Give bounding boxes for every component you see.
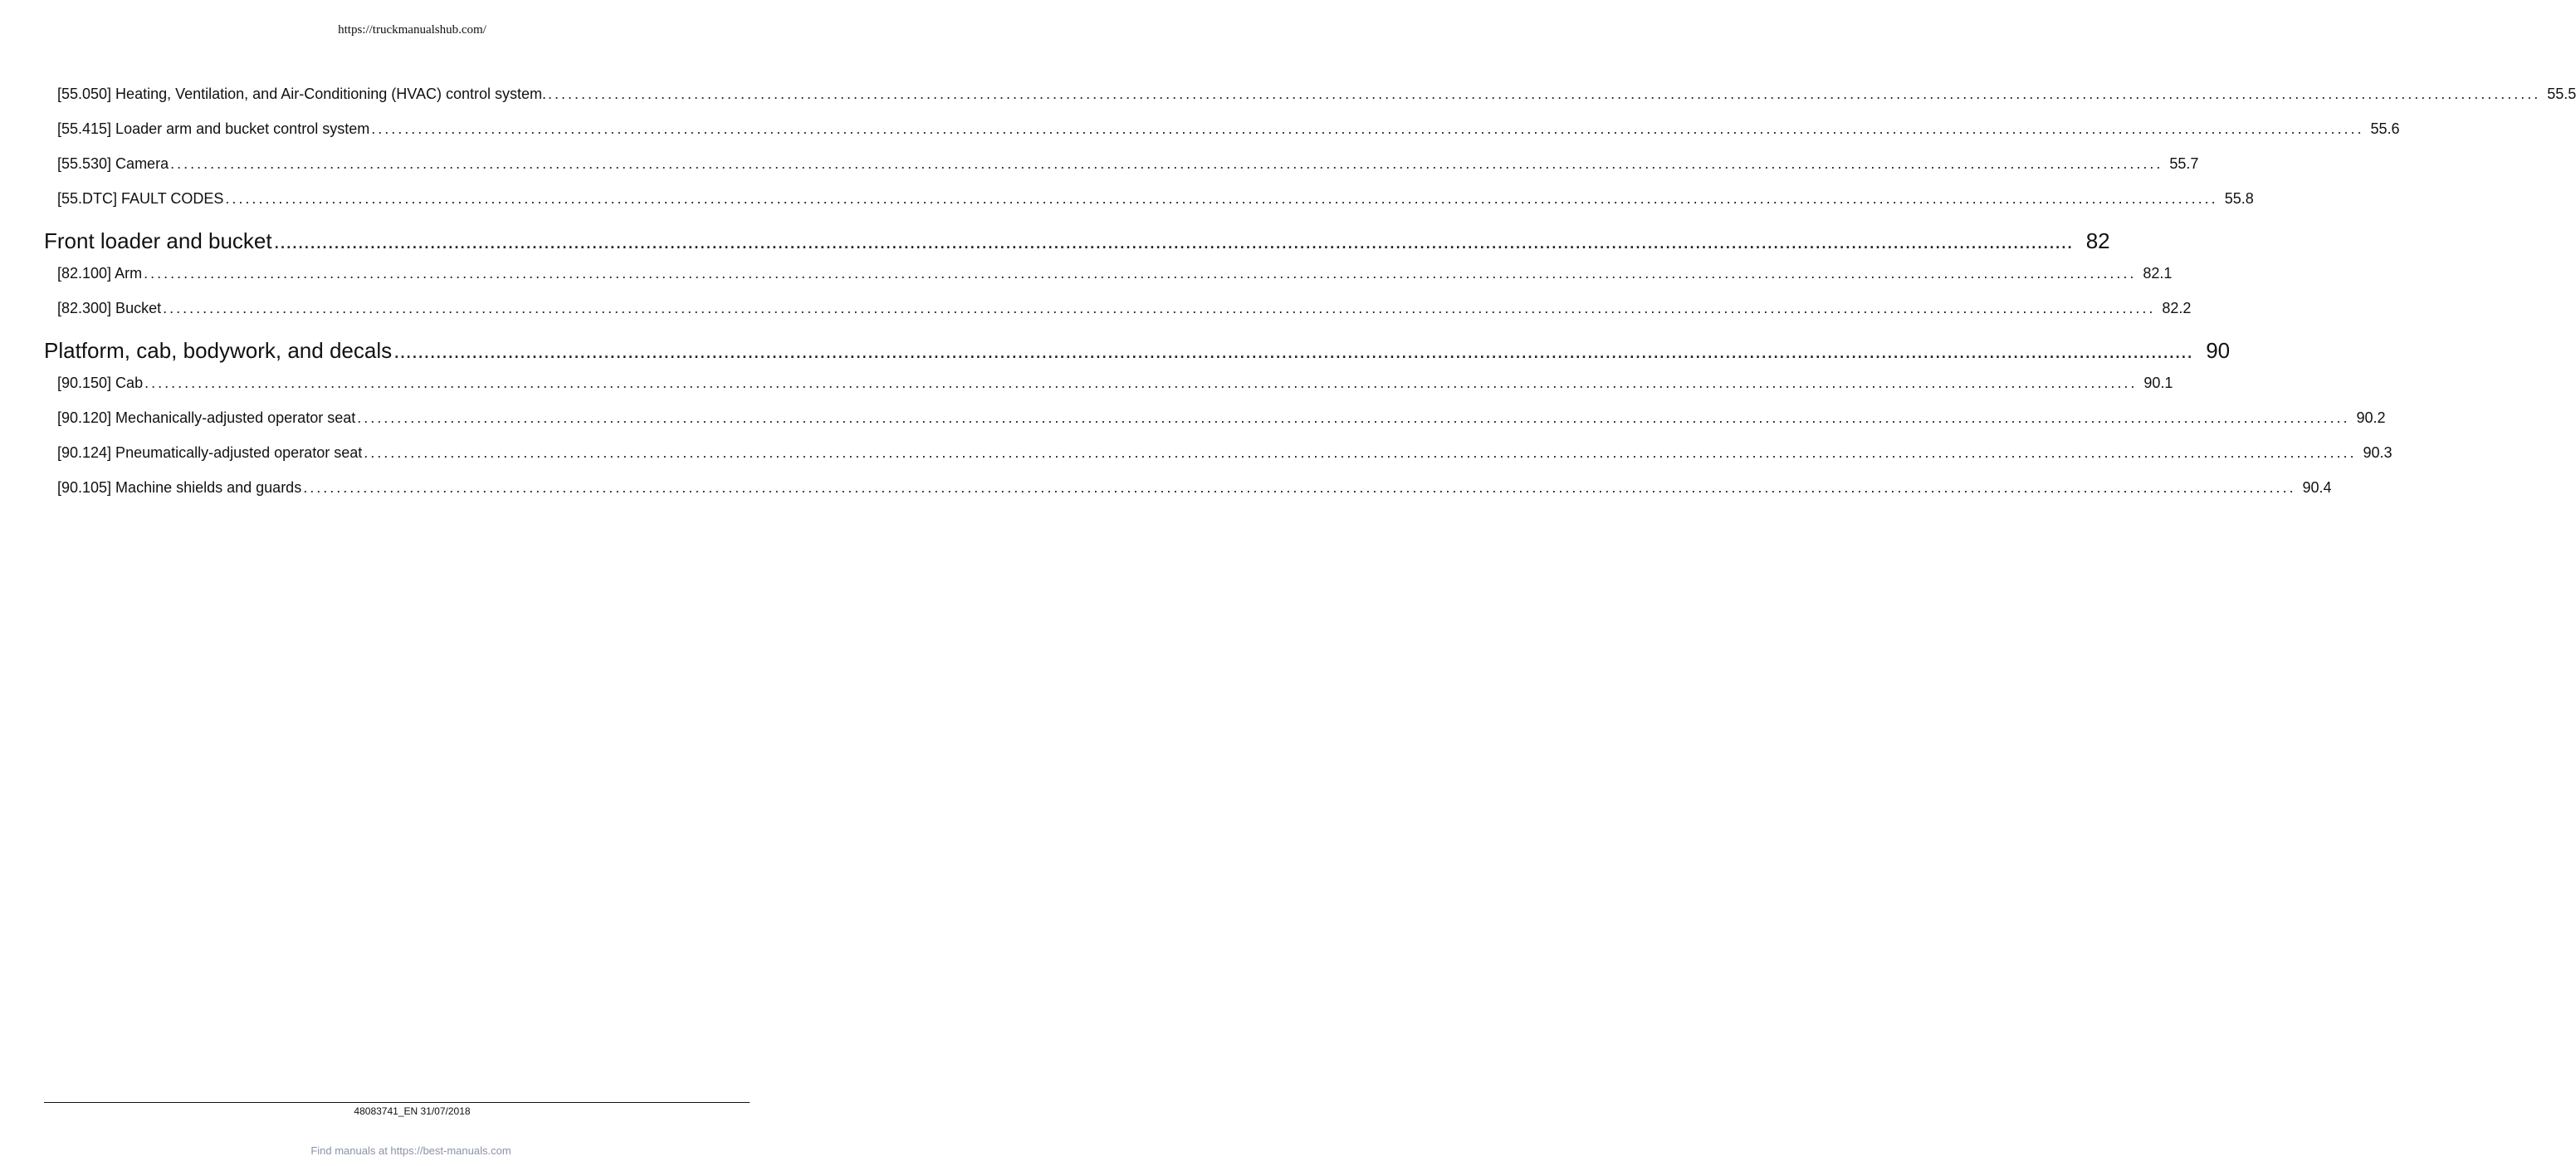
dot-leader: ............................................................................................................................................................................................................................................................................................................: [163, 300, 2156, 316]
dot-leader: ............................................................................................................................................................................................................................................................................................................: [364, 444, 2357, 461]
toc-section-title: Front loader and bucket: [44, 228, 272, 253]
toc-entry-page: 90.1: [2143, 375, 2173, 391]
toc-section-title: Platform, cab, bodywork, and decals: [44, 338, 393, 363]
toc-section-page: 82: [2085, 228, 2110, 253]
toc-entry-page: 55.8: [2224, 190, 2254, 207]
toc-entry-title: [90.124] Pneumatically-adjusted operator seat: [57, 444, 363, 461]
toc-section-page: 90: [2206, 338, 2231, 363]
toc-entry[interactable]: [44, 375, 2173, 409]
toc-entry[interactable]: [44, 155, 2199, 190]
dot-leader: ............................................................................................................................................................................................................................................................................................................: [144, 375, 2138, 391]
dot-leader: ............................................................................................................................................................................................................................................................................................................: [144, 265, 2137, 282]
dot-leader: ............................................................................................................................................................................................................................................................................................................: [225, 190, 2218, 207]
toc-section-front-loader[interactable]: [44, 228, 2110, 265]
toc-entry-title: [55.530] Camera: [57, 155, 169, 172]
toc-entry-page: 90.4: [2302, 479, 2332, 496]
dot-leader: ............................................................................................................................................................................................................................................................................................................: [273, 228, 2073, 253]
toc-entry-page: 90.2: [2356, 409, 2386, 426]
toc-entry[interactable]: [44, 120, 2400, 155]
toc-entry[interactable]: [44, 265, 2173, 300]
dot-leader: ............................................................................................................................................................................................................................................................................................................: [170, 155, 2163, 172]
dot-leader: ............................................................................................................................................................................................................................................................................................................: [393, 338, 2193, 363]
toc-entry[interactable]: [44, 444, 2393, 479]
dot-leader: ............................................................................................................................................................................................................................................................................................................: [371, 120, 2364, 137]
toc-entry-page: 55.6: [2370, 120, 2400, 137]
toc-entry[interactable]: [44, 86, 2576, 120]
toc-section-platform-cab[interactable]: [44, 338, 2231, 375]
toc-entry-title: [55.DTC] FAULT CODES: [57, 190, 224, 207]
toc-entry-page: 82.1: [2143, 265, 2173, 282]
toc-entry[interactable]: [44, 300, 2192, 335]
toc-entry-page: 55.5: [2547, 86, 2576, 102]
table-of-contents: [44, 86, 2576, 514]
toc-entry-page: 55.7: [2169, 155, 2199, 172]
toc-entry-title: [90.150] Cab: [57, 375, 144, 391]
toc-entry-page: 90.3: [2363, 444, 2393, 461]
toc-entry-title: [55.050] Heating, Ventilation, and Air-Conditioning (HVAC) control system.: [57, 86, 546, 102]
toc-entry[interactable]: [44, 479, 2332, 514]
header-url: https://truckmanualshub.com/: [338, 23, 486, 37]
dot-leader: ............................................................................................................................................................................................................................................................................................................: [547, 86, 2541, 102]
toc-entry-title: [90.120] Mechanically-adjusted operator seat: [57, 409, 356, 426]
toc-entry-title: [82.300] Bucket: [57, 300, 162, 316]
footer-document-id: 48083741_EN 31/07/2018: [354, 1105, 471, 1117]
dot-leader: ............................................................................................................................................................................................................................................................................................................: [357, 409, 2350, 426]
dot-leader: ............................................................................................................................................................................................................................................................................................................: [303, 479, 2296, 496]
toc-entry-title: [90.105] Machine shields and guards: [57, 479, 302, 496]
toc-entry-title: [55.415] Loader arm and bucket control system: [57, 120, 370, 137]
toc-entry[interactable]: [44, 409, 2386, 444]
toc-entry-page: 82.2: [2162, 300, 2192, 316]
footer-divider: [44, 1102, 750, 1103]
toc-entry[interactable]: [44, 190, 2254, 225]
footer-link[interactable]: Find manuals at https://best-manuals.com: [310, 1144, 511, 1157]
toc-entry-title: [82.100] Arm: [57, 265, 143, 282]
